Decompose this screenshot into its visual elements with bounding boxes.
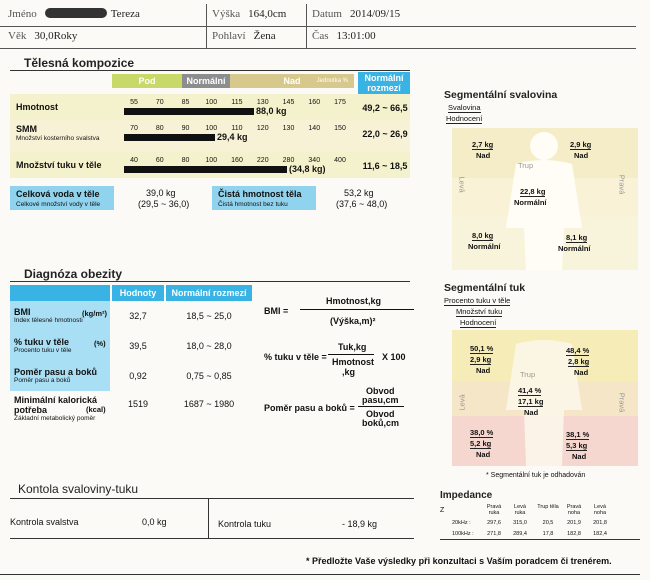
control-muscle-value: 0,0 kg [142,517,167,527]
obesity-head-blank [10,285,110,301]
impedance-value: 289,4 [513,531,527,537]
formula-whr-den2: boků,cm [362,418,400,428]
seg-muscle-right-side: Pravá [617,174,627,195]
bc-tick-label: 60 [155,157,164,164]
impedance-value: 201,9 [567,520,581,526]
impedance-col-header: Pravá ruka [486,504,502,516]
seg-fat-trunk-label: Trup [520,370,536,379]
bc-value-label: 88,0 kg [256,106,287,116]
seg-fat-note: * Segmentální tuk je odhadován [486,472,586,479]
bc-tick-label: 70 [155,99,164,106]
seg-fat-right-leg-val: 5,3 kg [566,441,588,450]
bc-row-sub: Množství kosterního svalstva [16,135,100,142]
control-muscle-label: Kontrola svalstva [10,517,79,527]
formula-fat-den2: ,kg [342,367,356,377]
bc-value-bar [124,134,215,141]
bc-tick-label: 40 [130,157,138,164]
seg-fat-title: Segmentální tuk [444,282,526,294]
ob-row-unit: (kg/m²) [82,309,107,318]
impedance-col-header: Pravá noha [566,504,582,516]
ob-row-label: Poměr pasu a boků [14,367,98,377]
impedance-value: 182,4 [593,531,607,537]
lean-value: 53,2 kg [344,188,374,198]
bc-row-label: Množství tuku v těle [16,160,102,170]
bc-tick-label: 120 [256,125,269,132]
seg-fat-legend2: Množství tuku [456,307,503,316]
seg-muscle-left-leg-eval: Normální [468,242,501,251]
bc-normal-range: 49,2 ~ 66,5 [362,103,408,113]
seg-fat-trunk-val: 17,1 kg [518,397,544,406]
seg-fat-legend1: Procento tuku v těle [444,296,511,305]
formula-fat-label: % tuku v těle = [264,352,327,362]
seg-muscle-legend1: Svalovina [448,103,481,112]
bc-tick-label: 175 [334,99,346,106]
bc-tick-label: 145 [282,99,295,106]
band-normal: Normální [182,74,230,88]
seg-muscle-title: Segmentální svalovina [444,89,558,101]
impedance-title: Impedance [440,490,493,501]
formula-fat-mul: X 100 [382,352,406,362]
bc-tick-label: 400 [334,157,346,164]
seg-fat-left-arm-eval: Nad [476,366,491,375]
bc-tick-label: 100 [205,99,218,106]
redacted-surname [45,8,107,18]
lean-label: Čistá hmotnost těla [218,189,302,199]
bc-normal-range: 11,6 ~ 18,5 [362,161,408,171]
seg-fat-left-arm-pct: 50,1 % [470,344,494,353]
ob-row-unit: (kcal) [86,405,106,414]
seg-fat-right-leg-eval: Nad [572,452,587,461]
seg-muscle-trunk-label: Trup [518,161,534,170]
impedance-freq-label: 100kHz : [452,531,474,537]
impedance-value: 182,8 [567,531,581,537]
seg-fat-right-arm-eval: Nad [574,368,589,377]
band-high: Nad Jednotka % [230,74,354,88]
water-value: 39,0 kg [146,188,176,198]
impedance-value: 20,5 [542,520,554,526]
ob-row-sub: Procento tuku v těle [14,347,72,354]
bc-tick-label: 130 [256,99,269,106]
col-normal-header: Normální rozmezí [166,285,252,301]
control-fat-label: Kontrola tuku [218,519,272,529]
sex-field: Pohlaví Žena [212,30,276,42]
ob-row-value: 0,92 [129,371,147,381]
impedance-freq-label: 20kHz : [452,520,471,526]
impedance-col-header: Levá noha [593,504,607,516]
seg-muscle-right-leg-eval: Normální [558,244,591,253]
control-title: Kontola svaloviny-tuku [18,482,139,496]
seg-muscle-left-leg-val: 8,0 kg [472,231,494,240]
bc-tick-label: 80 [181,157,190,164]
normal-range-header: Normální rozmezí [358,72,410,94]
ob-row-sub: Poměr pasu a boků [14,377,71,384]
seg-muscle-legend2: Hodnocení [446,114,483,123]
band-low: Pod [112,74,182,88]
ob-row-label2: potřeba [14,405,48,415]
seg-fat-left-leg-eval: Nad [476,450,491,459]
seg-muscle-trunk-val: 22,8 kg [520,187,546,196]
bc-row-label: Hmotnost [16,102,58,112]
bc-tick-label: 160 [308,99,321,106]
seg-muscle-right-arm-val: 2,9 kg [570,140,592,149]
ob-row-range: 18,5 ~ 25,0 [186,311,232,321]
ob-row-value: 1519 [127,399,149,409]
lean-sub: Čistá hmotnost bez tuku [218,201,288,208]
seg-muscle-right-arm-eval: Nad [574,151,589,160]
bc-tick-label: 340 [308,157,321,164]
impedance-value: 315,0 [513,520,527,526]
ob-row-label: % tuku v těle [14,337,70,347]
water-sub: Celkové množství vody v těle [16,201,101,208]
col-values-header: Hodnoty [112,285,164,301]
formula-whr-num2: pasu,cm [362,395,399,405]
age-field: Věk 30,0Roky [8,30,78,42]
formula-fat-den1: Hmotnost [332,357,374,367]
bc-value-bar [124,166,287,173]
bc-tick-label: 80 [155,125,164,132]
bc-tick-label: 140 [308,125,321,132]
footer-note: * Předložte Vaše výsledky při konzultaci s Vaším poradcem či trenérem. [306,556,612,566]
formula-bmi-den: (Výška,m)² [330,316,376,326]
formula-whr-den1: Obvod [366,409,395,419]
impedance-value: 201,8 [593,520,607,526]
ob-row-value: 39,5 [129,341,147,351]
lean-range: (37,6 ~ 48,0) [336,199,388,209]
ob-row-range: 18,0 ~ 28,0 [186,341,232,351]
seg-fat-right-arm-pct: 48,4 % [566,346,590,355]
bc-tick-label: 150 [334,125,346,132]
ob-row-label: BMI [14,307,31,317]
bc-tick-label: 70 [130,125,138,132]
water-label: Celková voda v těle [16,189,100,199]
seg-muscle-left-side: Levá [457,176,467,193]
bc-tick-label: 220 [256,157,269,164]
formula-fat-num: Tuk,kg [338,342,367,352]
bc-tick-label: 55 [130,99,138,106]
formula-bmi-label: BMI = [264,306,289,316]
water-range: (29,5 ~ 36,0) [138,199,190,209]
name-field: Jméno Tereza [8,8,140,20]
time-field: Čas 13:01:00 [312,30,376,42]
control-fat-value: - 18,9 kg [342,519,378,529]
bc-tick-label: 90 [181,125,190,132]
impedance-z-label: Z [440,507,445,514]
seg-fat-trunk-eval: Nad [524,408,539,417]
bc-row-label: SMM [16,124,37,134]
bc-tick-label: 100 [205,125,218,132]
obesity-title: Diagnóza obezity [24,267,123,281]
seg-muscle-left-arm-val: 2,7 kg [472,140,494,149]
ob-row-unit: (%) [94,339,106,348]
bc-value-label: (34,8 kg) [289,164,326,174]
ob-row-sub: Index tělesné hmotnosti [14,317,83,324]
ob-row-value: 32,7 [129,311,147,321]
bc-tick-label: 85 [181,99,190,106]
seg-fat-right-side: Pravá [617,392,627,413]
formula-whr-num1: Obvod [366,386,395,396]
seg-muscle-left-arm-eval: Nad [476,151,491,160]
bc-tick-label: 280 [282,157,295,164]
seg-fat-left-side: Levá [457,394,467,411]
seg-fat-left-leg-val: 5,2 kg [470,439,492,448]
ob-row-range: 0,75 ~ 0,85 [186,371,232,381]
bc-value-label: 29,4 kg [217,132,248,142]
formula-bmi-num: Hmotnost,kg [326,296,381,306]
seg-muscle-right-leg-val: 8,1 kg [566,233,588,242]
bc-tick-label: 115 [231,99,243,106]
impedance-col-header: Levá ruka [514,504,526,516]
seg-fat-right-leg-pct: 38,1 % [566,430,590,439]
weight-row-bg [10,94,410,120]
seg-fat-left-leg-pct: 38,0 % [470,428,494,437]
seg-fat-right-arm-val: 2,8 kg [568,357,590,366]
impedance-value: 297,6 [487,520,501,526]
ob-row-label: Minimální kalorická [14,395,98,405]
height-field: Výška 164,0cm [212,8,287,20]
bc-value-bar [124,108,254,115]
seg-fat-left-arm-val: 2,9 kg [470,355,492,364]
ob-row-sub: Základní metabolický poměr [14,415,96,422]
bc-tick-label: 130 [282,125,295,132]
bc-tick-label: 110 [231,125,243,132]
impedance-value: 271,8 [487,531,501,537]
seg-muscle-trunk-eval: Normální [514,198,547,207]
bc-tick-label: 100 [205,157,218,164]
bc-tick-label: 160 [231,157,243,164]
seg-fat-trunk-pct: 41,4 % [518,386,542,395]
body-composition-title: Tělesná kompozice [24,56,135,70]
impedance-col-header: Trup těla [537,504,559,510]
formula-whr-label: Poměr pasu a boků = [264,403,355,413]
date-field: Datum 2014/09/15 [312,8,401,20]
bc-normal-range: 22,0 ~ 26,9 [362,129,408,139]
impedance-value: 17,8 [542,531,554,537]
ob-row-range: 1687 ~ 1980 [183,399,235,409]
seg-fat-legend3: Hodnocení [460,318,497,327]
